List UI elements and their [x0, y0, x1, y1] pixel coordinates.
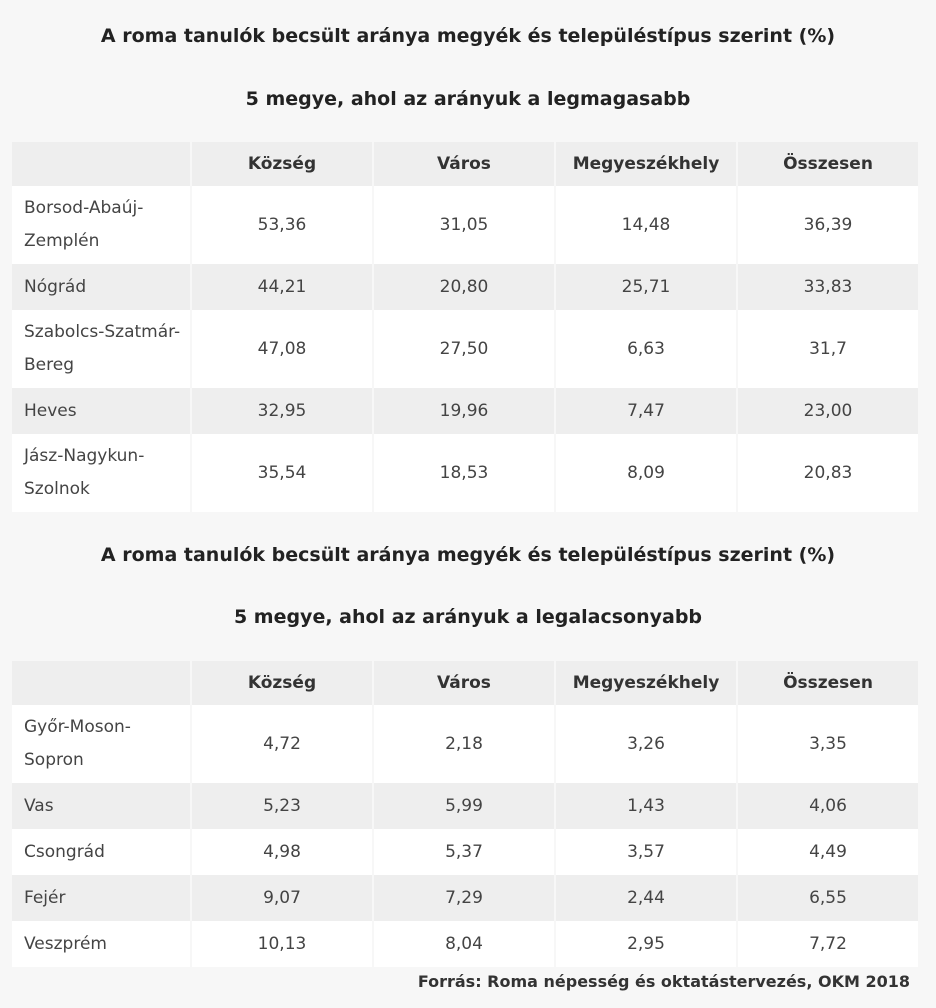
- section1-subtitle: 5 megye, ahol az arányuk a legmagasabb: [245, 88, 691, 110]
- table-row: [12, 434, 918, 512]
- megyeszekhely-value: 25,71: [556, 264, 736, 310]
- table-header-row: [12, 142, 918, 186]
- header-megyeszekhely: Megyeszékhely: [556, 142, 736, 186]
- megyeszekhely-value: 14,48: [556, 186, 736, 264]
- kozseg-value: 5,23: [192, 783, 372, 829]
- osszesen-value: 31,7: [738, 310, 918, 388]
- kozseg-value: 47,08: [192, 310, 372, 388]
- header-megyeszekhely: Megyeszékhely: [556, 661, 736, 705]
- header-varos: Város: [374, 142, 554, 186]
- table-header-row: [12, 661, 918, 705]
- source-note: Forrás: Roma népesség és oktatástervezés, OKM 2018: [417, 972, 910, 991]
- table-row: [12, 388, 918, 434]
- table-row: [12, 705, 918, 783]
- header-county: [12, 142, 190, 186]
- varos-value: 19,96: [374, 388, 554, 434]
- kozseg-value: 32,95: [192, 388, 372, 434]
- osszesen-value: 4,06: [738, 783, 918, 829]
- megyeszekhely-value: 7,47: [556, 388, 736, 434]
- header-kozseg: Község: [192, 661, 372, 705]
- table-row: [12, 875, 918, 921]
- county-name: Veszprém: [12, 921, 190, 967]
- county-name: Heves: [12, 388, 190, 434]
- header-kozseg: Község: [192, 142, 372, 186]
- megyeszekhely-value: 3,26: [556, 705, 736, 783]
- table-row: [12, 264, 918, 310]
- header-osszesen: Összesen: [738, 661, 918, 705]
- table-row: [12, 783, 918, 829]
- megyeszekhely-value: 6,63: [556, 310, 736, 388]
- kozseg-value: 9,07: [192, 875, 372, 921]
- header-osszesen: Összesen: [738, 142, 918, 186]
- kozseg-value: 4,72: [192, 705, 372, 783]
- osszesen-value: 7,72: [738, 921, 918, 967]
- county-name: Győr-Moson-Sopron: [12, 705, 190, 783]
- varos-value: 20,80: [374, 264, 554, 310]
- section2-title: A roma tanulók becsült aránya megyék és településtípus szerint (%): [100, 544, 836, 566]
- table-row: [12, 186, 918, 264]
- kozseg-value: 4,98: [192, 829, 372, 875]
- county-name: Csongrád: [12, 829, 190, 875]
- megyeszekhely-value: 8,09: [556, 434, 736, 512]
- varos-value: 27,50: [374, 310, 554, 388]
- table-row: [12, 310, 918, 388]
- varos-value: 31,05: [374, 186, 554, 264]
- header-county: [12, 661, 190, 705]
- county-name: Nógrád: [12, 264, 190, 310]
- kozseg-value: 44,21: [192, 264, 372, 310]
- osszesen-value: 20,83: [738, 434, 918, 512]
- varos-value: 7,29: [374, 875, 554, 921]
- megyeszekhely-value: 2,44: [556, 875, 736, 921]
- varos-value: 5,99: [374, 783, 554, 829]
- highest-table: [10, 142, 920, 512]
- kozseg-value: 53,36: [192, 186, 372, 264]
- varos-value: 18,53: [374, 434, 554, 512]
- megyeszekhely-value: 1,43: [556, 783, 736, 829]
- osszesen-value: 23,00: [738, 388, 918, 434]
- osszesen-value: 33,83: [738, 264, 918, 310]
- kozseg-value: 10,13: [192, 921, 372, 967]
- county-name: Borsod-Abaúj-Zemplén: [12, 186, 190, 264]
- section1-title: A roma tanulók becsült aránya megyék és településtípus szerint (%): [100, 25, 836, 47]
- table-row: [12, 921, 918, 967]
- osszesen-value: 3,35: [738, 705, 918, 783]
- osszesen-value: 36,39: [738, 186, 918, 264]
- header-varos: Város: [374, 661, 554, 705]
- county-name: Fejér: [12, 875, 190, 921]
- county-name: Vas: [12, 783, 190, 829]
- osszesen-value: 4,49: [738, 829, 918, 875]
- megyeszekhely-value: 3,57: [556, 829, 736, 875]
- kozseg-value: 35,54: [192, 434, 372, 512]
- varos-value: 8,04: [374, 921, 554, 967]
- varos-value: 2,18: [374, 705, 554, 783]
- county-name: Jász-Nagykun-Szolnok: [12, 434, 190, 512]
- lowest-table: [10, 661, 920, 967]
- table-row: [12, 829, 918, 875]
- osszesen-value: 6,55: [738, 875, 918, 921]
- county-name: Szabolcs-Szatmár-Bereg: [12, 310, 190, 388]
- varos-value: 5,37: [374, 829, 554, 875]
- section2-subtitle: 5 megye, ahol az arányuk a legalacsonyabb: [233, 606, 703, 628]
- megyeszekhely-value: 2,95: [556, 921, 736, 967]
